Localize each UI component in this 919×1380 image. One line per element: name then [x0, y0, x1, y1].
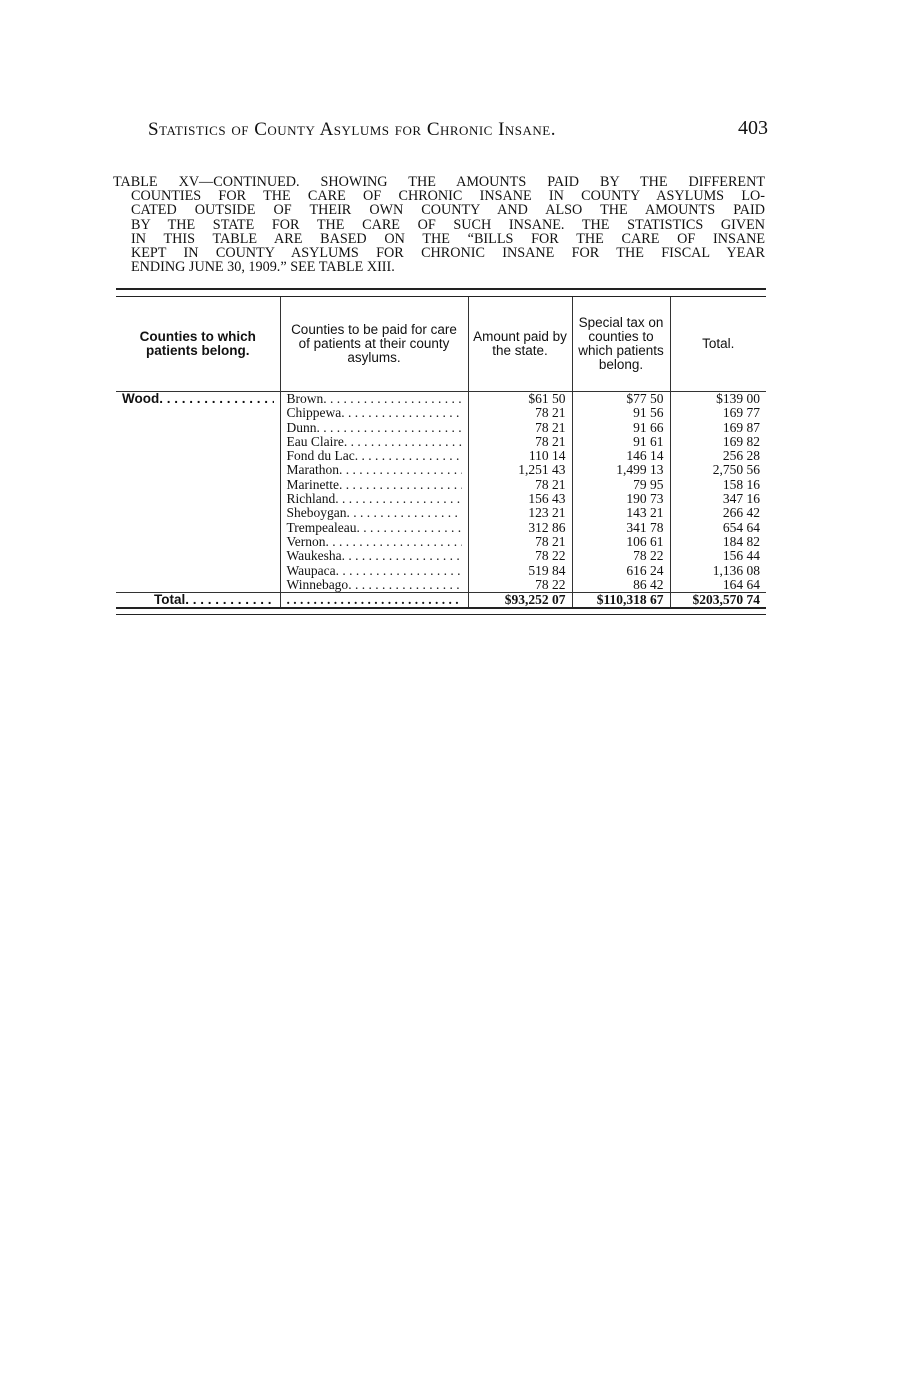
county-name: Winnebago	[286, 576, 349, 592]
total-state-amount: $93,252 07	[468, 593, 572, 608]
leader-dots	[356, 521, 461, 535]
header-special-tax: Special tax on counties to which patients belong.	[572, 297, 670, 392]
total-cell	[670, 392, 766, 593]
table-row	[287, 564, 462, 578]
caption-line: KEPT IN COUNTY ASYLUMS FOR CHRONIC INSANE FOR THE FISCAL YEAR	[131, 245, 765, 262]
leader-dots	[344, 435, 462, 449]
county-name: Waukesha	[286, 548, 342, 564]
row-total: 266 42	[722, 505, 760, 521]
state-amount: 78 22	[535, 548, 566, 564]
row-total: 654 64	[722, 519, 760, 535]
state-amount: $61 50	[528, 391, 566, 406]
county-name: Sheboygan	[286, 505, 347, 521]
caption-line: IN THIS TABLE ARE BASED ON THE “BILLS FOR THE CARE OF INSANE	[131, 230, 765, 247]
table-row	[287, 506, 462, 520]
special-tax: 86 42	[633, 576, 664, 592]
leader-dots	[159, 392, 273, 406]
leader-dots	[323, 392, 461, 406]
bottom-rule	[116, 607, 766, 615]
state-amount: 78 21	[535, 405, 566, 421]
header-paid-county: Counties to be paid for care of patients at their county asylums.	[280, 297, 468, 392]
table-row	[287, 521, 462, 535]
special-tax-cell	[572, 392, 670, 593]
county-name: Fond du Lac	[286, 448, 355, 464]
row-total: 2,750 56	[712, 462, 760, 478]
patient-county-cell	[116, 392, 280, 593]
leader-dots	[355, 449, 462, 463]
running-title: Statistics of County Asylums for Chronic Insane.	[148, 119, 556, 140]
county-name: Eau Claire	[286, 433, 344, 449]
table-row	[287, 392, 462, 406]
row-total: 256 28	[722, 448, 760, 464]
county-name: Waupaca	[286, 562, 336, 578]
table-row	[287, 435, 462, 449]
leader-dots	[342, 549, 462, 563]
state-amount: 123 21	[528, 505, 566, 521]
state-amount: 312 86	[528, 519, 566, 535]
special-tax: 1,499 13	[616, 462, 664, 478]
caption-line: TABLE XV—CONTINUED. SHOWING THE AMOUNTS PAID BY THE DIFFERENT	[113, 174, 765, 190]
header-row	[116, 297, 766, 392]
table-row	[287, 549, 462, 563]
total-blank-cell	[280, 593, 468, 608]
table-row	[287, 578, 462, 592]
row-total: 1,136 08	[712, 562, 760, 578]
state-amount: 110 14	[528, 448, 566, 464]
total-list	[677, 392, 761, 592]
caption-line: COUNTIES FOR THE CARE OF CHRONIC INSANE IN COUNTY ASYLUMS LO-	[131, 188, 765, 205]
special-tax: 91 56	[633, 405, 664, 421]
caption-line: BY THE STATE FOR THE CARE OF SUCH INSANE. THE STATISTICS GIVEN	[131, 216, 765, 233]
row-total: 158 16	[722, 476, 760, 492]
county-name: Chippewa	[286, 405, 342, 421]
leader-dots	[287, 593, 462, 607]
special-tax-list	[579, 392, 664, 592]
table-row	[287, 492, 462, 506]
total-label: Total	[154, 592, 186, 608]
row-total: 156 44	[722, 548, 760, 564]
special-tax: 91 66	[633, 419, 664, 435]
state-amount-list	[475, 392, 566, 592]
caption-line: ENDING JUNE 30, 1909.” SEE TABLE XIII.	[131, 259, 395, 276]
special-tax: 146 14	[626, 448, 664, 464]
county-name: Richland	[286, 491, 336, 507]
leader-dots	[185, 593, 273, 607]
leader-dots	[341, 406, 461, 420]
row-total: 169 87	[722, 419, 760, 435]
statistics-table	[116, 297, 766, 607]
county-name: Vernon	[286, 533, 326, 549]
state-amount: 78 21	[535, 419, 566, 435]
header-total: Total.	[670, 297, 766, 392]
total-row	[116, 593, 766, 608]
state-amount: 78 22	[535, 576, 566, 592]
row-total: 169 82	[722, 433, 760, 449]
table-row	[287, 478, 462, 492]
state-amount-cell	[468, 392, 572, 593]
special-tax: 190 73	[626, 491, 664, 507]
top-rule	[116, 288, 766, 297]
table-caption	[113, 175, 765, 274]
table-body-row	[116, 392, 766, 593]
leader-dots	[347, 506, 462, 520]
state-amount: 519 84	[528, 562, 566, 578]
leader-dots	[335, 492, 461, 506]
county-list	[287, 392, 462, 592]
statistics-table-container	[116, 288, 766, 615]
county-name: Dunn	[286, 419, 317, 435]
table-row	[287, 449, 462, 463]
special-tax: 91 61	[633, 433, 664, 449]
county-name: Brown	[286, 391, 324, 406]
state-amount: 78 21	[535, 433, 566, 449]
table-row	[287, 421, 462, 435]
leader-dots	[339, 463, 462, 477]
row-total: 184 82	[722, 533, 760, 549]
leader-dots	[348, 578, 461, 592]
row-total: 169 77	[722, 405, 760, 421]
table-row	[287, 406, 462, 420]
county-name: Marathon	[286, 462, 339, 478]
county-name: Trempealeau	[286, 519, 357, 535]
leader-dots	[339, 478, 462, 492]
leader-dots	[317, 421, 462, 435]
paid-county-cell	[280, 392, 468, 593]
total-special-tax: $110,318 67	[572, 593, 670, 608]
page-number: 403	[738, 117, 768, 139]
special-tax: 79 95	[633, 476, 664, 492]
row-total: $139 00	[716, 391, 760, 406]
special-tax: 616 24	[626, 562, 664, 578]
header-patient-county: Counties to which patients belong.	[116, 297, 280, 392]
special-tax: $77 50	[626, 391, 664, 406]
special-tax: 143 21	[626, 505, 664, 521]
total-label-cell	[116, 593, 280, 608]
special-tax: 78 22	[633, 548, 664, 564]
table-row	[287, 463, 462, 477]
special-tax: 106 61	[626, 533, 664, 549]
table-row	[287, 535, 462, 549]
county-name: Marinette	[286, 476, 339, 492]
patient-county: Wood	[122, 392, 160, 406]
state-amount: 78 21	[535, 533, 566, 549]
header-state-amount: Amount paid by the state.	[468, 297, 572, 392]
row-total: 347 16	[722, 491, 760, 507]
state-amount: 1,251 43	[518, 462, 566, 478]
running-head	[148, 117, 768, 143]
leader-dots	[326, 535, 462, 549]
special-tax: 341 78	[626, 519, 664, 535]
state-amount: 78 21	[535, 476, 566, 492]
leader-dots	[336, 564, 462, 578]
grand-total: $203,570 74	[670, 593, 766, 608]
row-total: 164 64	[722, 576, 760, 592]
caption-line: CATED OUTSIDE OF THEIR OWN COUNTY AND ALSO THE AMOUNTS PAID	[131, 202, 765, 219]
state-amount: 156 43	[528, 491, 566, 507]
